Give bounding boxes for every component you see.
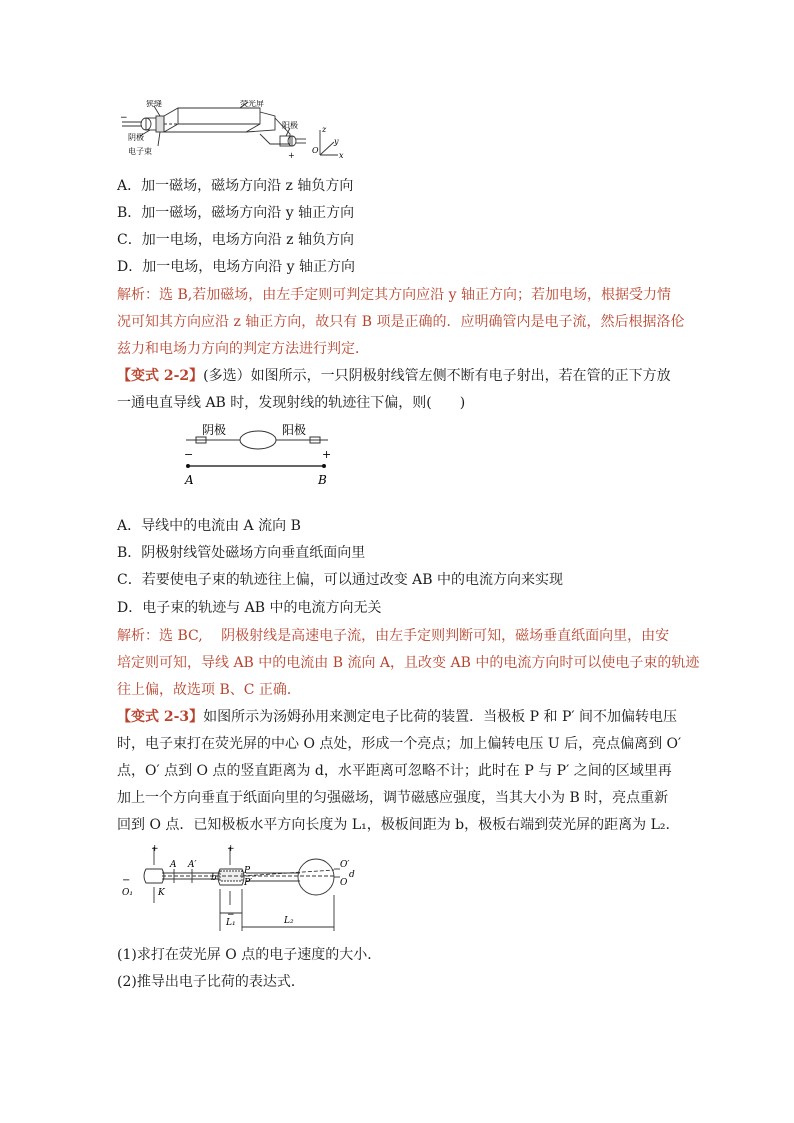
q3-tag: 【变式 2-3】 <box>117 709 204 725</box>
plate-p-prime-label: P′ <box>244 878 253 888</box>
q2-option-a: A．导线中的电流由 A 流向 B <box>117 518 301 534</box>
q1-analysis-line2: 况可知其方向应沿 z 轴正方向，故只有 B 项是正确的．应明确管内是电子流，然后根据洛伦 <box>117 314 685 330</box>
slit-label: 狭缝 <box>146 100 162 108</box>
cathode-label: 阴极 <box>202 423 227 437</box>
q3-subquestion-1: (1)求打在荧光屏 O 点的电子速度的大小． <box>117 947 382 963</box>
wire-end-b-label: B <box>318 473 327 487</box>
axis-origin-label: O <box>312 146 319 155</box>
distance-d-label: d <box>349 870 355 880</box>
distance-b-label: b <box>211 873 217 883</box>
length-l2-label: L₂ <box>284 916 294 926</box>
q1-analysis-line1: 解析：选 B,若加磁场，由左手定则可判定其方向应沿 y 轴正方向；若加电场，根据受力情 <box>117 287 671 303</box>
q2-option-c: C．若要使电子束的轨迹往上偏，可以通过改变 AB 中的电流方向来实现 <box>117 572 564 588</box>
q1-option-b: B．加一磁场，磁场方向沿 y 轴正方向 <box>117 205 355 221</box>
q3-subquestion-2: (2)推导出电子比荷的表达式． <box>117 974 305 990</box>
plus-sign: + <box>288 151 295 160</box>
q2-analysis-line3: 往上偏，故选项 B、C 正确． <box>117 682 301 698</box>
q3-stem-line3: 点，O′ 点到 O 点的竖直距离为 d，水平距离可忽略不计；此时在 P 与 P′ 之间的区域里再 <box>117 763 672 779</box>
point-a-label: A <box>170 860 177 870</box>
axis-z-label: z <box>322 125 327 134</box>
q2-stem-text: (多选）如图所示，一只阴极射线管左侧不断有电子射出，若在管的正下方放 <box>203 368 671 384</box>
q3-stem-text: 如图所示为汤姆孙用来测定电子比荷的装置．当极板 P 和 P′ 间不加偏转电压 <box>203 709 677 725</box>
cathode-ray-tube-figure <box>120 100 350 170</box>
anode-label: 阳极 <box>282 121 298 130</box>
minus-sign-right: − <box>227 910 235 920</box>
q3-stem-line4: 加上一个方向垂直于纸面向里的匀强磁场，调节磁感应强度，当其大小为 B 时，亮点重新 <box>117 790 669 806</box>
q2-stem-line1 <box>117 366 671 386</box>
minus-sign: − <box>184 448 194 461</box>
plus-sign: + <box>322 448 332 461</box>
axis-y-label: y <box>334 137 339 146</box>
q2-option-d: D．电子束的轨迹与 AB 中的电流方向无关 <box>117 600 382 616</box>
cathode-label: 阴极 <box>128 133 144 142</box>
anode-label: 阳极 <box>282 423 307 437</box>
q2-tag: 【变式 2-2】 <box>117 368 204 384</box>
q1-option-a: A．加一磁场，磁场方向沿 z 轴负方向 <box>117 178 354 194</box>
minus-sign: − <box>120 113 128 123</box>
q2-option-b: B．阴极射线管处磁场方向垂直纸面向里 <box>117 545 366 561</box>
point-o-prime-label: O′ <box>340 860 350 870</box>
length-l1-label: L₁ <box>226 918 236 928</box>
point-k-label: K <box>158 888 165 898</box>
q1-option-c: C．加一电场，电场方向沿 z 轴负方向 <box>117 232 354 248</box>
q2-stem-line2: 一通电直导线 AB 时，发现射线的轨迹往下偏，则( ) <box>117 395 466 411</box>
q3-stem-line5: 回到 O 点．已知极板水平方向长度为 L₁，极板间距为 b，极板右端到荧光屏的距离为 L₂. <box>117 817 670 833</box>
beam-label: 电子束 <box>128 147 152 156</box>
q2-analysis-line2: 培定则可知，导线 AB 中的电流由 B 流向 A，且改变 AB 中的电流方向时可以使电子束的轨迹 <box>117 655 700 671</box>
point-o-label: O <box>340 878 348 888</box>
q3-stem-line1 <box>117 707 677 727</box>
q1-option-d: D．加一电场，电场方向沿 y 轴正方向 <box>117 259 356 275</box>
axis-x-label: x <box>339 151 344 160</box>
minus-sign-left: − <box>122 875 131 886</box>
plus-sign-left: + <box>151 844 159 854</box>
tube-and-wire-figure <box>182 420 334 490</box>
q1-analysis-line3: 兹力和电场力方向的判定方法进行判定． <box>117 341 369 357</box>
thomson-apparatus-figure <box>120 843 356 938</box>
q2-analysis-line1: 解析：选 BC, 阴极射线是高速电子流，由左手定则判断可知，磁场垂直纸面向里，由安 <box>117 628 670 644</box>
plate-p-label: P <box>244 866 251 876</box>
plus-sign-right: + <box>227 844 235 854</box>
point-a-prime-label: A′ <box>188 860 197 870</box>
point-o1-label: O₁ <box>122 888 133 898</box>
q3-stem-line2: 时，电子束打在荧光屏的中心 O 点处，形成一个亮点；加上偏转电压 U 后，亮点偏离到 O′ <box>117 736 682 752</box>
screen-label: 荧光屏 <box>240 100 264 108</box>
wire-end-a-label: A <box>185 473 194 487</box>
